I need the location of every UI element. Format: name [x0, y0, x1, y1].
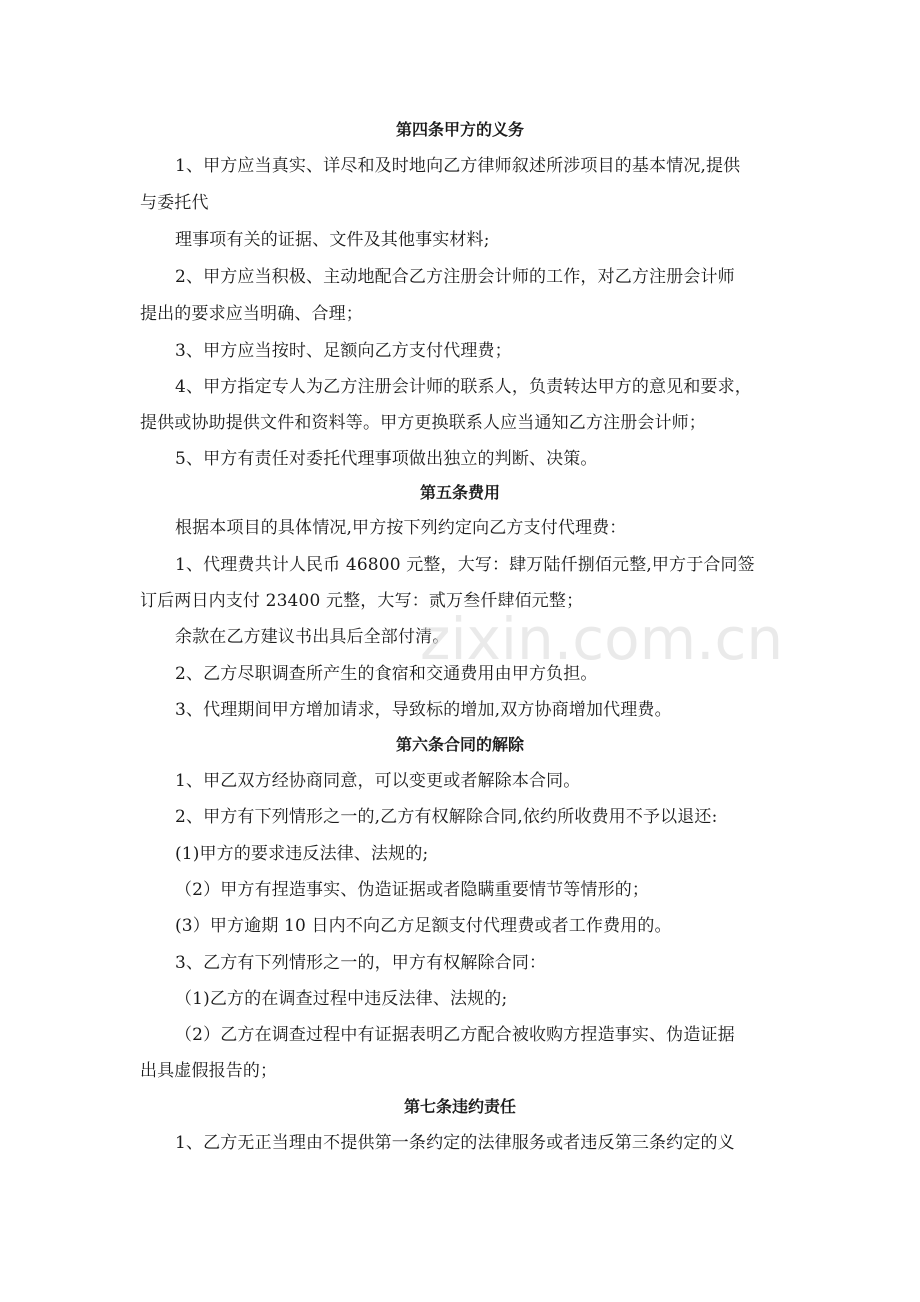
s6-item-2-sub-3: (3）甲方逾期 10 日内不向乙方足额支付代理费或者工作费用的。	[175, 916, 672, 936]
s5-item-1-line-3: 余款在乙方建议书出具后全部付清。	[175, 627, 450, 647]
s6-item-2-sub-1: (1)甲方的要求违反法律、法规的;	[175, 844, 429, 864]
section-7-title: 第七条违约责任	[403, 1097, 516, 1116]
section-5-title: 第五条费用	[419, 483, 500, 502]
s4-item-1-line-2: 与委托代	[140, 193, 209, 213]
s6-item-3-sub-2-line-2: 出具虚假报告的；	[140, 1061, 278, 1081]
s4-item-4-line-2: 提供或协助提供文件和资料等。甲方更换联系人应当通知乙方注册会计师；	[140, 413, 706, 433]
s6-item-2: 2、甲方有下列情形之一的,乙方有权解除合同,依约所收费用不予以退还:	[175, 807, 718, 827]
s5-item-1-line-1: 1、代理费共计人民币 46800 元整，大写：肆万陆仟捌佰元整,甲方于合同签	[175, 555, 755, 575]
s4-item-3: 3、甲方应当按时、足额向乙方支付代理费；	[175, 341, 512, 361]
s4-item-1-line-3: 理事项有关的证据、文件及其他事实材料;	[175, 230, 490, 250]
s5-item-2: 2、乙方尽职调查所产生的食宿和交通费用由甲方负担。	[175, 664, 598, 684]
s5-item-1-line-2: 订后两日内支付 23400 元整，大写：贰万叁仟肆佰元整；	[140, 591, 584, 611]
s5-item-3: 3、代理期间甲方增加请求，导致标的增加,双方协商增加代理费。	[175, 700, 672, 720]
s6-item-2-sub-2: （2）甲方有捏造事实、伪造证据或者隐瞒重要情节等情形的；	[175, 880, 650, 900]
section-4-title: 第四条甲方的义务	[395, 120, 524, 139]
s6-item-3: 3、乙方有下列情形之一的，甲方有权解除合同：	[175, 953, 547, 973]
watermark-text: zixin.com.cn	[420, 605, 784, 673]
s4-item-2-line-2: 提出的要求应当明确、合理；	[140, 304, 363, 324]
s4-item-2-line-1: 2、甲方应当积极、主动地配合乙方注册会计师的工作，对乙方注册会计师	[175, 267, 735, 287]
s4-item-5: 5、甲方有责任对委托代理事项做出独立的判断、决策。	[175, 449, 598, 469]
section-6-title: 第六条合同的解除	[395, 735, 524, 754]
s6-item-3-sub-1: （1)乙方的在调查过程中违反法律、法规的;	[175, 989, 508, 1009]
s6-item-3-sub-2-line-1: （2）乙方在调查过程中有证据表明乙方配合被收购方捏造事实、伪造证据	[175, 1025, 735, 1045]
s6-item-1: 1、甲乙双方经协商同意，可以变更或者解除本合同。	[175, 771, 581, 791]
s4-item-1-line-1: 1、甲方应当真实、详尽和及时地向乙方律师叙述所涉项目的基本情况,提供	[175, 156, 741, 176]
s4-item-4-line-1: 4、甲方指定专人为乙方注册会计师的联系人，负责转达甲方的意见和要求，	[175, 377, 752, 397]
s5-intro: 根据本项目的具体情况,甲方按下列约定向乙方支付代理费：	[175, 518, 627, 538]
s7-item-1-line-1: 1、乙方无正当理由不提供第一条约定的法律服务或者违反第三条约定的义	[175, 1133, 735, 1153]
